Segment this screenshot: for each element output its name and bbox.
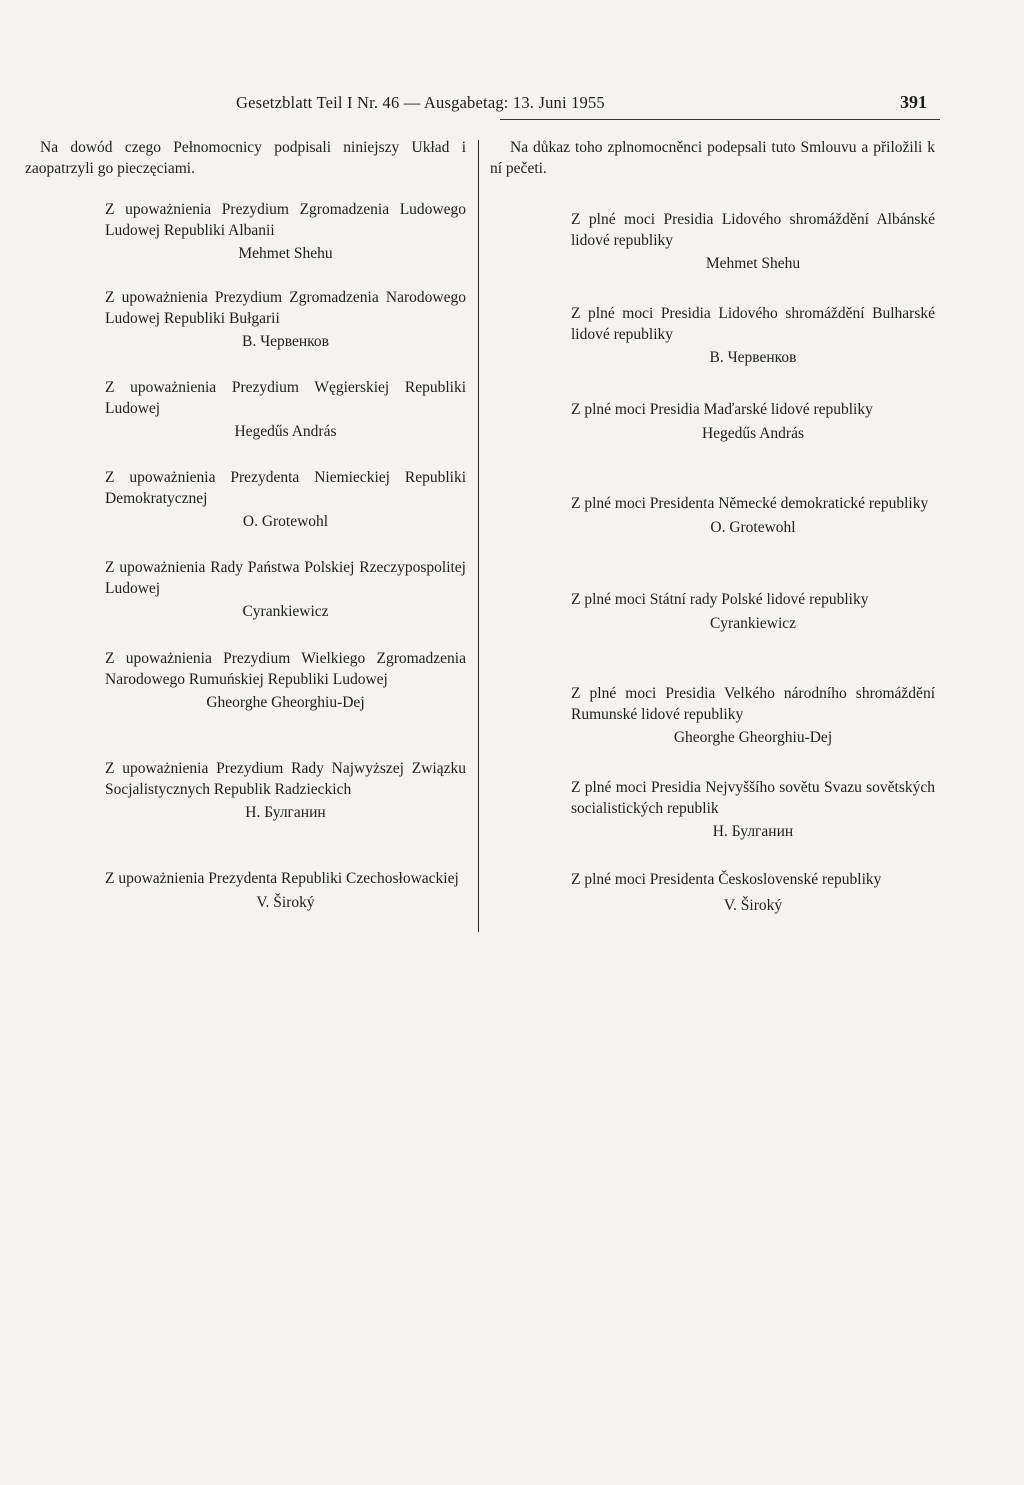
polish-signature-ussr (105, 759, 466, 824)
page-header: Gesetzblatt Teil I Nr. 46 — Ausgabetag: 13. Juni 1955 (236, 93, 605, 112)
signatory-name: Н. Булганин (245, 804, 326, 821)
signatory-name: Н. Булганин (712, 823, 794, 840)
polish-signature-czechoslovakia (105, 869, 466, 913)
signature-authority: Z plné moci Presidia Lidového shromáždění Bulharské lidové republiky (571, 305, 935, 343)
signature-authority: Z upoważnienia Prezydium Węgierskiej Republiki Ludowej (105, 379, 466, 417)
signature-authority: Z plné moci Presidia Lidového shromáždění Albánské lidové republiky (571, 211, 935, 249)
polish-signature-poland (105, 558, 466, 623)
czech-signature-bulgaria (571, 304, 935, 369)
signature-authority: Z plné moci Presidia Maďarské lidové republiky (571, 401, 873, 418)
czech-signature-hungary (571, 400, 935, 444)
czech-column (490, 138, 935, 914)
polish-signature-gdr (105, 468, 466, 533)
signatory-name: Hegedűs András (234, 423, 337, 440)
polish-column (25, 138, 466, 911)
signature-authority: Z plné moci Presidia Velkého národního shromáždění Rumunské lidové republiky (571, 685, 935, 723)
polish-signature-bulgaria (105, 288, 466, 353)
czech-signature-poland (571, 590, 935, 634)
signatory-name: V. Široký (256, 893, 315, 911)
signatory-name: В. Червенков (709, 349, 797, 366)
czech-signature-ussr (571, 778, 935, 843)
signature-authority: Z upoważnienia Prezydium Zgromadzenia Narodowego Ludowej Republiki Bułgarii (105, 289, 466, 327)
signatory-name: В. Червенков (241, 333, 329, 350)
polish-intro: Na dowód czego Pełnomocnicy podpisali niniejszy Układ i zaopatrzyli go pieczęciami. (25, 139, 466, 177)
signature-authority: Z plné moci Presidenta Československé republiky (571, 871, 882, 888)
signature-authority: Z upoważnienia Prezydium Wielkiego Zgromadzenia Narodowego Rumuńskiej Republiki Ludowej (105, 650, 466, 688)
signature-authority: Z plné moci Presidenta Německé demokratické republiky (571, 495, 929, 512)
signatory-name: Mehmet Shehu (705, 255, 801, 272)
czech-signature-czechoslovakia (571, 870, 935, 916)
signature-authority: Z plné moci Presidia Nejvyššího sovětu Svazu sovětských socialistických republik (571, 779, 935, 817)
header-rule (500, 119, 940, 120)
signature-authority: Z upoważnienia Prezydium Zgromadzenia Ludowego Ludowej Republiki Albanii (105, 201, 466, 239)
czech-signature-romania (571, 684, 935, 749)
page-number: 391 (900, 92, 927, 112)
polish-signature-albania (105, 200, 466, 265)
signatory-name: O. Grotewohl (242, 513, 329, 530)
czech-signature-gdr (571, 494, 935, 538)
signatory-name: Gheorghe Gheorghiu-Dej (673, 729, 833, 746)
signatory-name: Cyrankiewicz (242, 603, 329, 620)
czech-signature-albania (571, 210, 935, 275)
signatory-name: V. Široký (723, 896, 783, 914)
signature-authority: Z plné moci Státní rady Polské lidové republiky (571, 591, 869, 608)
czech-intro: Na důkaz toho zplnomocněnci podepsali tuto Smlouvu a přiložili k ní pečeti. (490, 139, 935, 177)
polish-signature-hungary (105, 378, 466, 443)
signature-authority: Z upoważnienia Rady Państwa Polskiej Rzeczypospolitej Ludowej (105, 559, 466, 597)
column-divider (478, 140, 479, 932)
signatory-name: Hegedűs András (701, 424, 805, 442)
signatory-name: Mehmet Shehu (238, 245, 333, 262)
polish-signature-romania (105, 649, 466, 714)
signatory-name: Gheorghe Gheorghiu-Dej (206, 694, 365, 711)
signature-authority: Z upoważnienia Prezydenta Republiki Czechosłowackiej (105, 870, 459, 887)
signatory-name: Cyrankiewicz (709, 614, 797, 632)
signature-authority: Z upoważnienia Prezydenta Niemieckiej Republiki Demokratycznej (105, 469, 466, 507)
signatory-name: O. Grotewohl (710, 518, 796, 536)
signature-authority: Z upoważnienia Prezydium Rady Najwyższej Związku Socjalistycznych Republik Radzieckich (105, 760, 466, 798)
